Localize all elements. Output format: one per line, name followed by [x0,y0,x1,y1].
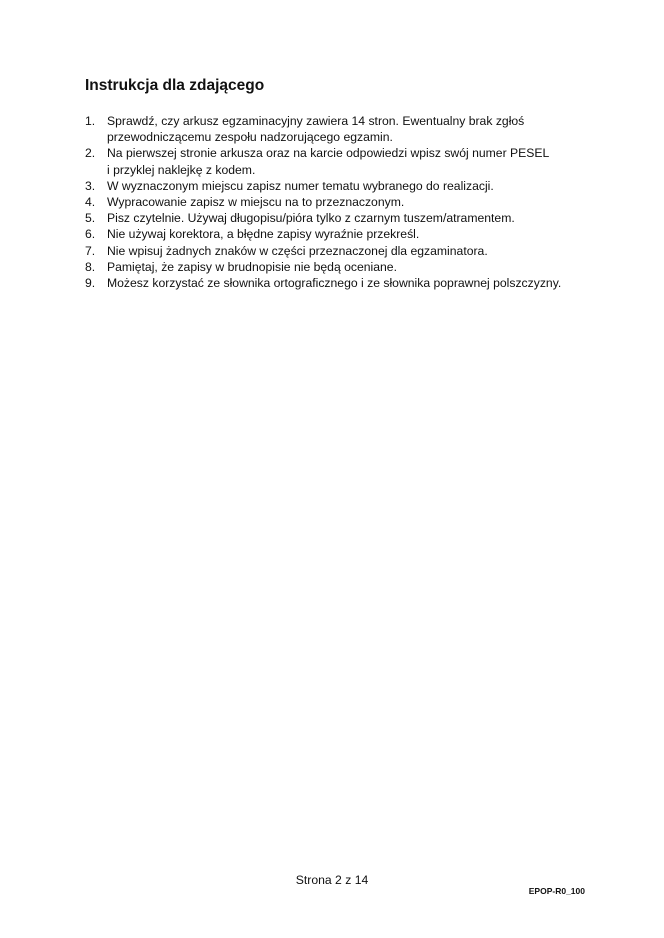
instruction-item [85,178,605,194]
instruction-item [85,259,605,275]
instruction-item [85,275,605,291]
instruction-text: Na pierwszej stronie arkusza oraz na karcie odpowiedzi wpisz swój numer PESEL i przyklej naklejkę z kodem. [107,146,550,177]
instruction-item [85,243,605,259]
instruction-text: Wypracowanie zapisz w miejscu na to przeznaczonym. [107,195,405,210]
instruction-list [85,113,605,291]
instruction-text: W wyznaczonym miejscu zapisz numer tematu wybranego do realizacji. [107,178,494,193]
instruction-number: 8. [85,259,96,274]
instruction-text: Pisz czytelnie. Używaj długopisu/pióra tylko z czarnym tuszem/atramentem. [107,211,515,226]
page-title: Instrukcja dla zdającego [85,77,265,94]
instruction-number: 9. [85,276,96,291]
instruction-text: Pamiętaj, że zapisy w brudnopisie nie będą oceniane. [107,259,397,274]
instruction-number: 6. [85,227,96,242]
instruction-number: 4. [85,195,96,210]
instruction-text: Sprawdź, czy arkusz egzaminacyjny zawiera 14 stron. Ewentualny brak zgłoś przewodniczącemu zespołu nadzorującego egzamin. [107,114,525,145]
instruction-number: 3. [85,178,96,193]
instruction-item [85,226,605,242]
instruction-number: 5. [85,211,96,226]
page-number: Strona 2 z 14 [295,873,369,887]
instruction-text: Możesz korzystać ze słownika ortograficznego i ze słownika poprawnej polszczyzny. [107,276,562,291]
document-code: EPOP-R0_100 [528,886,585,896]
instruction-text: Nie używaj korektora, a błędne zapisy wyraźnie przekreśl. [107,227,420,242]
instruction-item [85,113,605,145]
instruction-item [85,194,605,210]
instruction-number: 7. [85,243,96,258]
instruction-text: Nie wpisuj żadnych znaków w części przeznaczonej dla egzaminatora. [107,243,488,258]
instruction-item [85,145,605,177]
instruction-item [85,210,605,226]
instruction-number: 2. [85,146,96,161]
instruction-number: 1. [85,114,96,128]
